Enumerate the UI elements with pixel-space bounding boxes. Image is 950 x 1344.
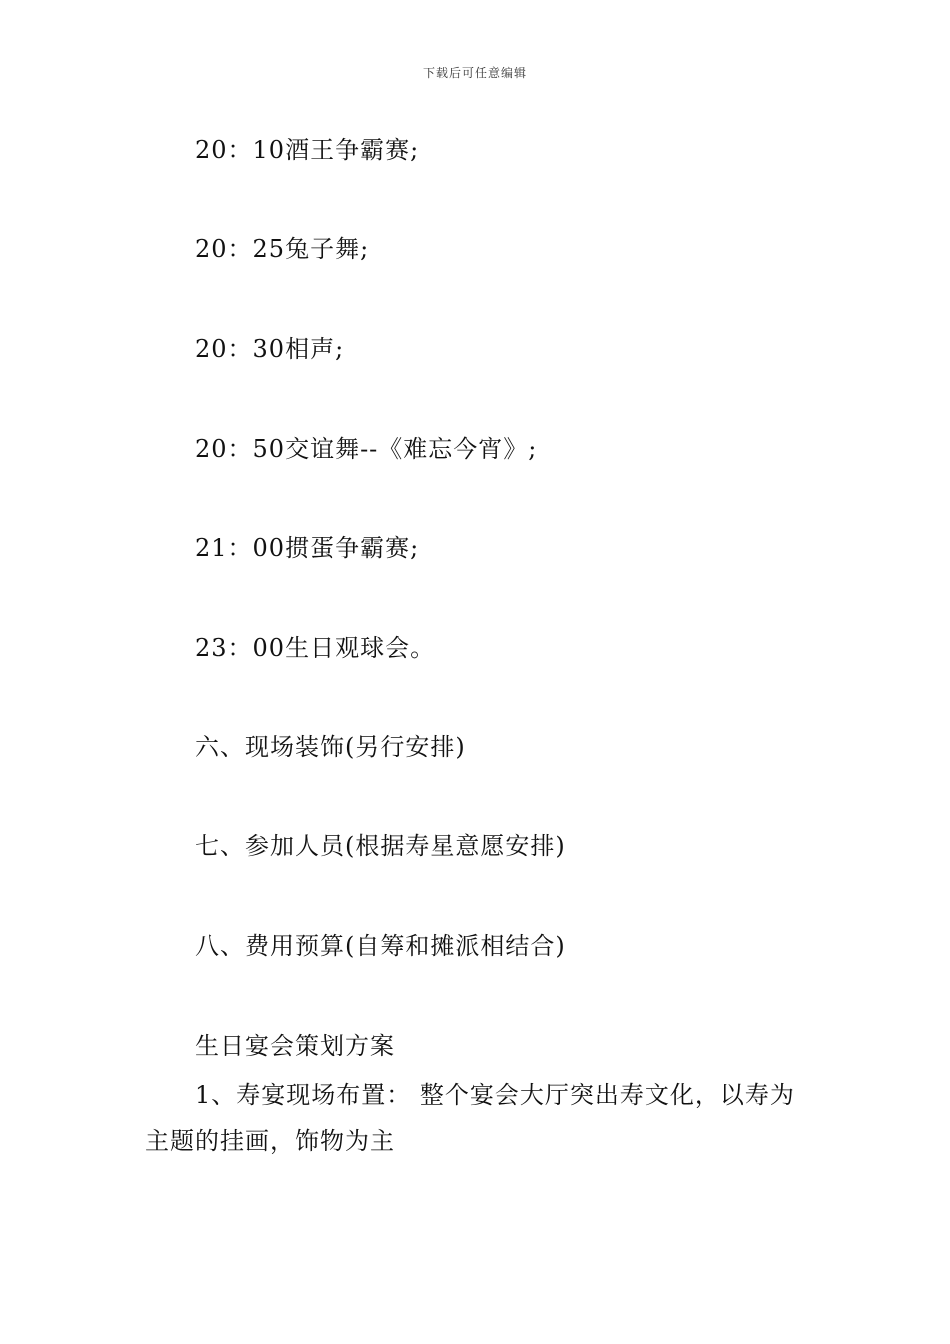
- schedule-item: 21：00掼蛋争霸赛;: [195, 534, 420, 562]
- page-header: 下载后可任意编辑: [422, 66, 527, 80]
- schedule-item: 20：25兔子舞;: [195, 235, 370, 263]
- schedule-item: 20：50交谊舞--《难忘今宵》;: [195, 435, 538, 463]
- section-heading: 七、参加人员(根据寿星意愿安排): [195, 832, 566, 860]
- schedule-item: 20：30相声;: [195, 335, 345, 363]
- section-heading: 八、费用预算(自筹和摊派相结合): [195, 932, 566, 960]
- schedule-item: 20：10酒王争霸赛;: [195, 136, 420, 164]
- plan-title: 生日宴会策划方案: [195, 1032, 395, 1060]
- section-heading: 六、现场装饰(另行安排): [195, 733, 466, 761]
- schedule-item: 23：00生日观球会。: [195, 634, 436, 662]
- plan-paragraph: 1、寿宴现场布置： 整个宴会大厅突出寿文化，以寿为主题的挂画，饰物为主: [145, 1081, 795, 1155]
